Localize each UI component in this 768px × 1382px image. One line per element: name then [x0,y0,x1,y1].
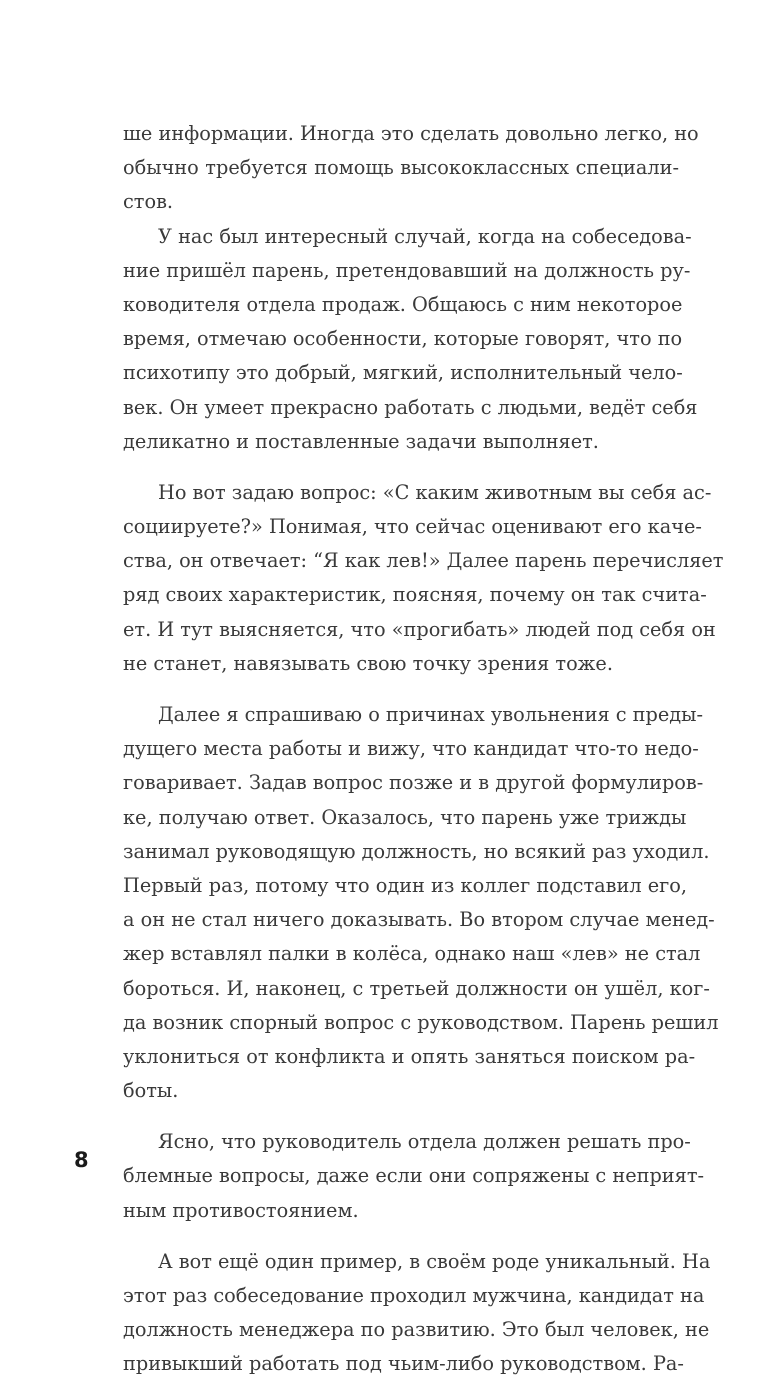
paragraph [123,476,724,681]
text-line: деликатно и поставленные задачи выполняет. [123,429,599,453]
text-line: У нас был интересный случай, когда на собеседова- [158,224,692,248]
text-line: Первый раз, потому что один из коллег подставил его, [123,873,687,897]
text-line: А вот ещё один пример, в своём роде уникальный. На [158,1249,711,1273]
paragraph [123,117,699,220]
text-line: ке, получаю ответ. Оказалось, что парень уже трижды [123,805,687,829]
text-line: ряд своих характеристик, поясняя, почему он так счита- [123,583,707,607]
text-line: да возник спорный вопрос с руководством. Парень решил [123,1010,719,1034]
text-line: ние пришёл парень, претендовавший на должность ру- [123,258,691,282]
text-line: боты. [123,1079,179,1103]
text-line: время, отмечаю особенности, которые говорят, что по [123,327,683,351]
paragraph [123,220,698,459]
text-line: этот раз собеседование проходил мужчина, кандидат на [123,1284,705,1307]
paragraph-gap [123,1108,679,1125]
text-line: Но вот задаю вопрос: «С каким животным вы себя ас- [158,480,712,504]
text-line: ства, он отвечает: “Я как лев!» Далее парень перечисляет [123,549,724,573]
text-line: уклониться от конфликта и опять заняться поиском ра- [123,1044,696,1068]
text-line: психотипу это добрый, мягкий, исполнительный чело- [123,361,683,385]
text-line: Ясно, что руководитель отдела должен решать про- [158,1130,691,1154]
text-line: должность менеджера по развитию. Это был человек, не [123,1318,710,1342]
text-line: век. Он умеет прекрасно работать с людьми, ведёт себя [123,395,698,419]
paragraph [123,1125,705,1228]
paragraph [123,698,719,1108]
text-line: блемные вопросы, даже если они сопряжены с неприят- [123,1164,705,1188]
text-line: жер вставлял палки в колёса, однако наш «лев» не стал [123,942,701,966]
page-number: 8 [74,1148,89,1172]
text-line: не станет, навязывать свою точку зрения тоже. [123,651,613,675]
paragraph-gap [123,681,679,698]
text-line: обычно требуется помощь высококлассных специали- [123,156,679,180]
text-line: ным противостоянием. [123,1198,359,1222]
text-line: ководителя отдела продаж. Общаюсь с ним некоторое [123,292,683,316]
text-line: ше информации. Иногда это сделать довольно легко, но [123,122,699,145]
paragraph [123,1245,711,1382]
text-line: стов. [123,190,174,214]
paragraph-gap [123,1228,679,1245]
text-line: занимал руководящую должность, но всякий раз уходил. [123,839,710,863]
text-line: говаривает. Задав вопрос позже и в другой формулиров- [123,771,704,795]
paragraph-gap [123,459,679,476]
text-line: привыкший работать под чьим-либо руководством. Ра- [123,1352,684,1376]
page-body-text [123,117,724,1382]
text-line: дущего места работы и вижу, что кандидат что-то недо- [123,737,699,761]
text-line: ет. И тут выясняется, что «прогибать» людей под себя он [123,617,716,641]
text-line: а он не стал ничего доказывать. Во втором случае менед- [123,908,715,932]
text-line: Далее я спрашиваю о причинах увольнения с преды- [158,703,703,726]
text-line: бороться. И, наконец, с третьей должности он ушёл, ког- [123,976,710,1000]
text-line: социируете?» Понимая, что сейчас оценивают его каче- [123,515,702,539]
